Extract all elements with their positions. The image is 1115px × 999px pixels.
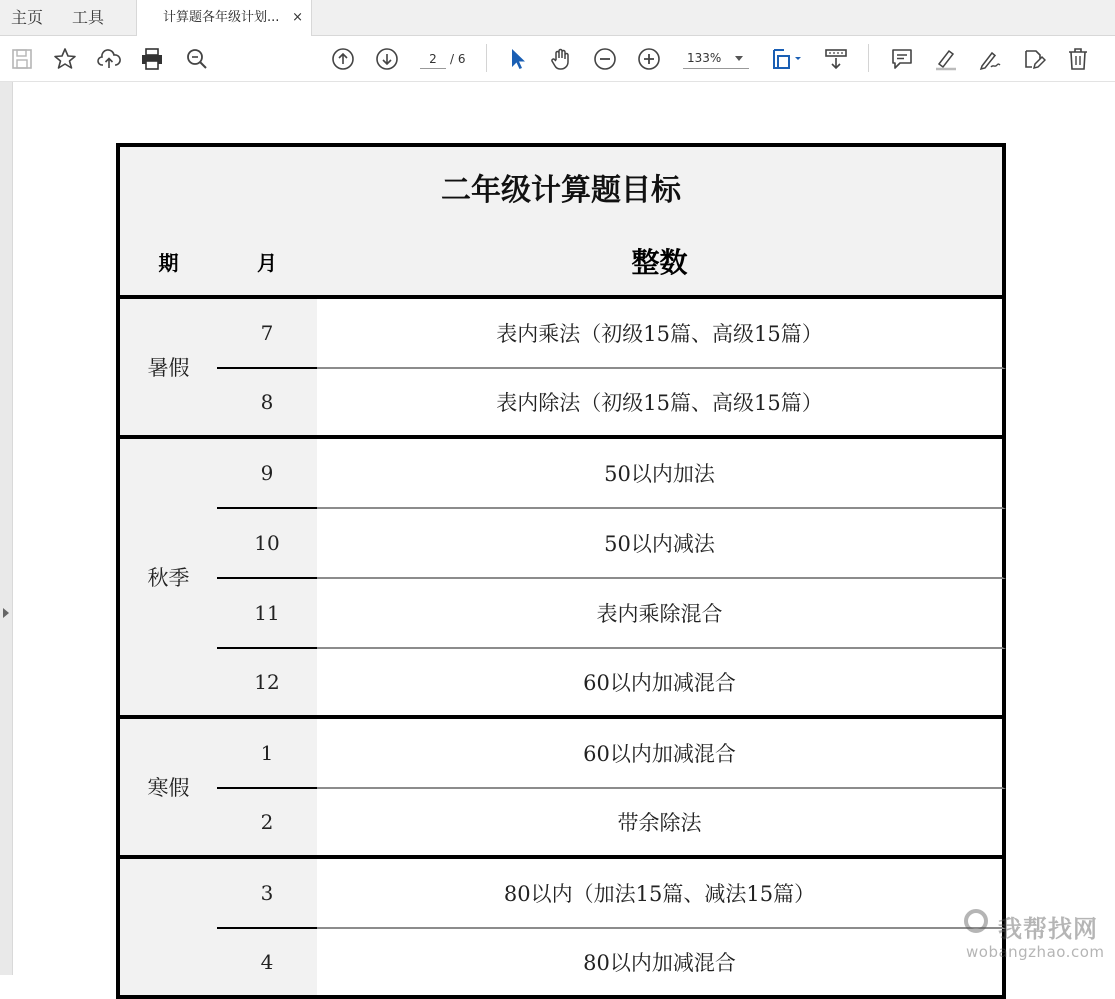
content-cell: 60以内加减混合 <box>317 649 1006 719</box>
upload-cloud-icon[interactable] <box>96 46 122 72</box>
header-month: 月 <box>217 227 321 299</box>
month-cell: 8 <box>217 369 321 439</box>
page-number-input[interactable]: 2 <box>420 50 446 69</box>
bookmark-star-icon[interactable] <box>52 46 78 72</box>
month-cell: 3 <box>217 859 321 929</box>
month-cell: 4 <box>217 929 321 999</box>
content-cell: 50以内加法 <box>317 439 1006 509</box>
month-cell: 11 <box>217 579 321 649</box>
month-cell: 9 <box>217 439 321 509</box>
print-icon[interactable] <box>139 46 165 72</box>
comment-icon[interactable] <box>889 46 915 72</box>
toolbar-divider <box>486 44 487 72</box>
header-period: 期 <box>116 227 221 299</box>
content-cell: 80以内加减混合 <box>317 929 1006 999</box>
tab-document-label: 计算题各年级计划... <box>163 10 280 25</box>
tab-home[interactable]: 主页 <box>11 8 44 27</box>
period-cell: 秋季 <box>116 439 221 719</box>
toolbar-divider <box>868 44 869 72</box>
sign-icon[interactable] <box>977 46 1003 72</box>
month-cell: 12 <box>217 649 321 719</box>
delete-icon[interactable] <box>1065 46 1091 72</box>
zoom-out-icon[interactable] <box>592 46 618 72</box>
period-cell: 暑假 <box>116 299 221 439</box>
header-content: 整数 <box>317 227 1006 299</box>
month-cell: 2 <box>217 789 321 859</box>
save-icon[interactable] <box>9 46 35 72</box>
tab-document[interactable] <box>136 0 312 37</box>
month-cell: 10 <box>217 509 321 579</box>
hand-tool-icon[interactable] <box>548 46 574 72</box>
page-up-icon[interactable] <box>330 46 356 72</box>
zoom-in-icon[interactable] <box>636 46 662 72</box>
page-total: / 6 <box>450 52 466 66</box>
content-cell: 60以内加减混合 <box>317 719 1006 789</box>
toolbar <box>0 36 1115 82</box>
zoom-level-value: 133% <box>687 51 722 65</box>
close-icon[interactable]: × <box>292 10 303 25</box>
fit-page-icon[interactable] <box>770 46 804 72</box>
select-cursor-icon[interactable] <box>505 46 531 72</box>
tab-bar <box>0 0 1115 36</box>
zoom-level-select[interactable] <box>683 48 749 69</box>
period-cell: 寒假 <box>116 719 221 859</box>
navigation-pane-collapsed[interactable] <box>0 82 13 975</box>
highlight-icon[interactable] <box>933 46 959 72</box>
content-cell: 带余除法 <box>317 789 1006 859</box>
period-cell <box>116 859 221 999</box>
month-cell: 7 <box>217 299 321 369</box>
chevron-down-icon <box>735 56 743 61</box>
content-cell: 表内乘法（初级15篇、高级15篇） <box>317 299 1006 369</box>
scroll-mode-icon[interactable] <box>823 46 849 72</box>
content-cell: 表内除法（初级15篇、高级15篇） <box>317 369 1006 439</box>
month-cell: 1 <box>217 719 321 789</box>
watermark-url: wobangzhao.com <box>966 943 1105 961</box>
zoom-search-icon[interactable] <box>184 46 210 72</box>
page-title: 二年级计算题目标 <box>116 143 1006 231</box>
page-down-icon[interactable] <box>374 46 400 72</box>
watermark-text: 我帮找网 <box>998 915 1098 943</box>
tab-tools[interactable]: 工具 <box>72 8 105 27</box>
content-cell: 表内乘除混合 <box>317 579 1006 649</box>
expand-pane-icon[interactable] <box>3 608 9 618</box>
edit-icon[interactable] <box>1021 46 1047 72</box>
content-cell: 80以内（加法15篇、减法15篇） <box>317 859 1006 929</box>
content-cell: 50以内减法 <box>317 509 1006 579</box>
